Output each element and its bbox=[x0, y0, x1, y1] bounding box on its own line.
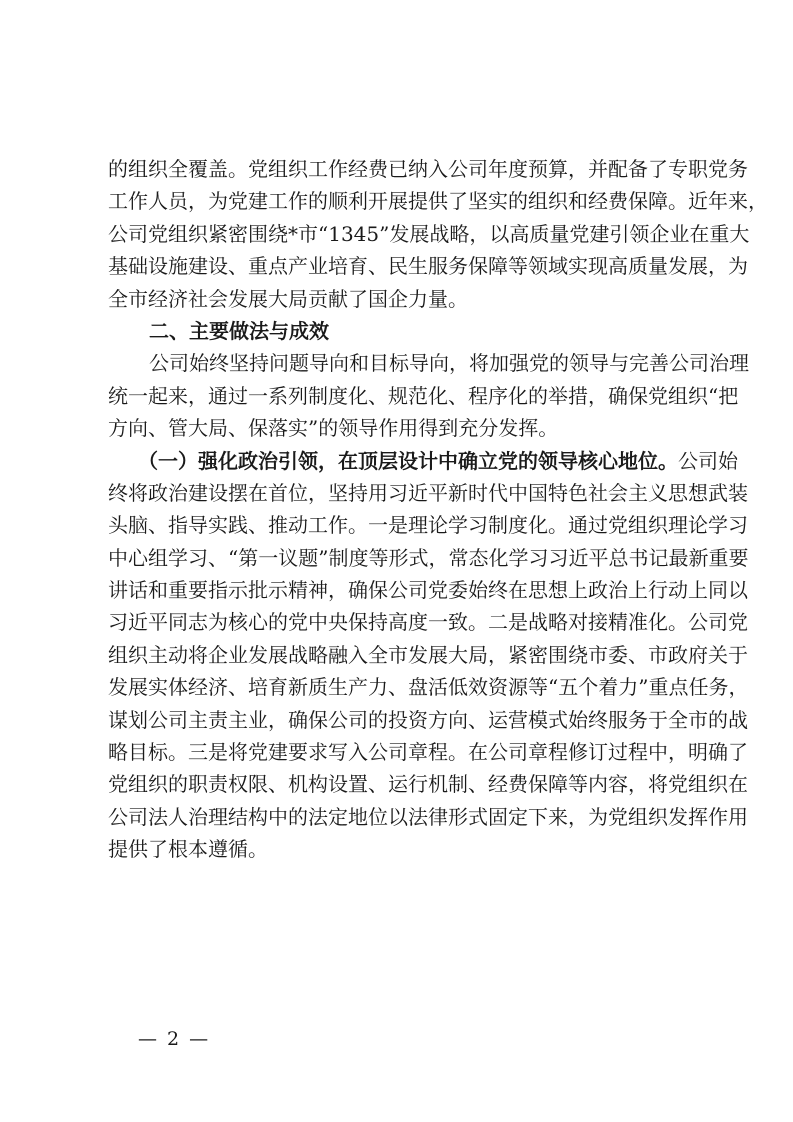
text-line: 统一起来，通过一系列制度化、规范化、程序化的举措，确保党组织“把 bbox=[108, 383, 739, 408]
text-line: 头脑、指导实践、推动工作。一是理论学习制度化。通过党组织理论学习 bbox=[108, 513, 748, 538]
text-line: 党组织的职责权限、机构设置、运行机制、经费保障等内容，将党组织在 bbox=[108, 772, 748, 797]
text-line: 谋划公司主责主业，确保公司的投资方向、运营模式始终服务于全市的战 bbox=[108, 707, 748, 732]
text-line: 工作人员，为党建工作的顺利开展提供了坚实的组织和经费保障。近年来， bbox=[108, 189, 768, 214]
text-line bbox=[108, 445, 738, 477]
text-line: 组织主动将企业发展战略融入全市发展大局，紧密围绕市委、市政府关于 bbox=[108, 642, 748, 667]
text-line: 公司法人治理结构中的法定地位以法律形式固定下来，为党组织发挥作用 bbox=[108, 804, 748, 829]
document-body bbox=[108, 153, 768, 866]
text-line: 公司始终坚持问题导向和目标导向，将加强党的领导与完善公司治理 bbox=[149, 351, 749, 376]
paragraph-political-leadership bbox=[108, 445, 749, 866]
text-line: 中心组学习、“第一议题”制度等形式，常态化学习习近平总书记最新重要 bbox=[108, 545, 749, 570]
text-line: 方向、管大局、保落实”的领导作用得到充分发挥。 bbox=[108, 416, 559, 441]
page-number: — 2 — bbox=[138, 1028, 211, 1050]
text-line: 终将政治建设摆在首位，坚持用习近平新时代中国特色社会主义思想武装 bbox=[108, 480, 748, 505]
text-fragment: 公司始 bbox=[678, 448, 738, 473]
paragraph-approach bbox=[108, 347, 749, 444]
text-line: 的组织全覆盖。党组织工作经费已纳入公司年度预算，并配备了专职党务 bbox=[108, 157, 748, 181]
text-line: 基础设施建设、重点产业培育、民生服务保障等领域实现高质量发展，为 bbox=[108, 254, 748, 279]
text-line: 讲话和重要指示批示精神，确保公司党委始终在思想上政治上行动上同以 bbox=[108, 578, 748, 603]
section-heading: 二、主要做法与成效 bbox=[149, 318, 329, 343]
paragraph-org-coverage bbox=[108, 153, 768, 315]
text-line: 发展实体经济、培育新质生产力、盘活低效资源等“五个着力”重点任务， bbox=[108, 675, 749, 700]
text-line: 公司党组织紧密围绕*市“1345”发展战略，以高质量党建引领企业在重大 bbox=[108, 221, 750, 246]
subsection-title: （一）强化政治引领，在顶层设计中确立党的领导核心地位。 bbox=[138, 448, 678, 473]
text-line: 全市经济社会发展大局贡献了国企力量。 bbox=[108, 286, 468, 311]
text-line: 习近平同志为核心的党中央保持高度一致。二是战略对接精准化。公司党 bbox=[108, 610, 748, 635]
text-line: 提供了根本遵循。 bbox=[108, 837, 268, 862]
text-line: 略目标。三是将党建要求写入公司章程。在公司章程修订过程中，明确了 bbox=[108, 740, 748, 765]
